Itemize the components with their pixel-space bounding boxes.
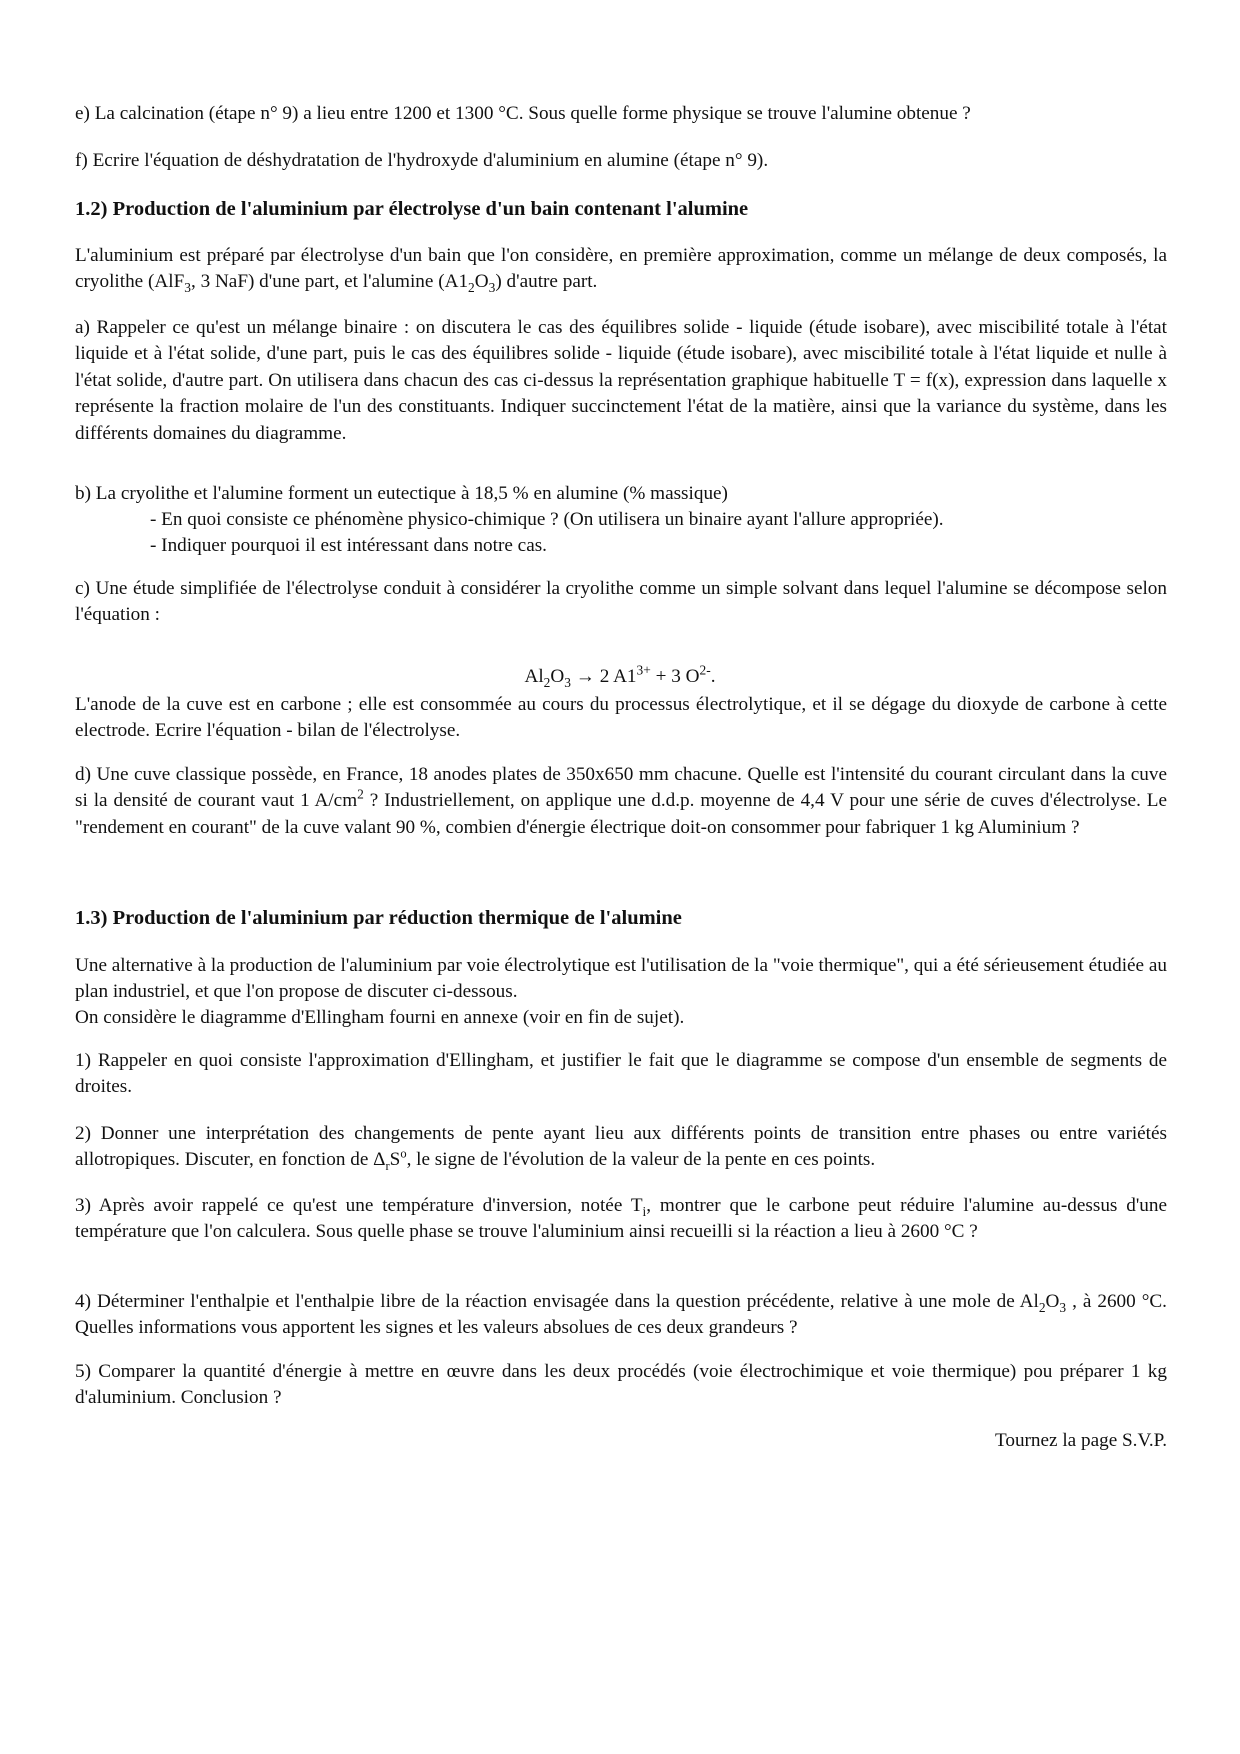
question-e: e) La calcination (étape n° 9) a lieu entre 1200 et 1300 °C. Sous quelle forme physique se trouve l'alumine obtenue ? bbox=[75, 103, 971, 124]
question-b-item-2: - Indiquer pourquoi il est intéressant dans notre cas. bbox=[150, 535, 547, 556]
question-2: 2) Donner une interprétation des changements de pente ayant lieu aux différents points de transition entre phases ou entre variétés allotropiques. Discuter, en fonction de $\Delta_rS^o$, le signe de l'évolution de la valeur de la pente en ces points. bbox=[75, 1123, 1167, 1174]
question-d: d) Une cuve classique possède, en France, 18 anodes plates de 350x650 mm chacune. Quelle est l'intensité du courant circulant dans la cuve si la densité de courant vaut 1 $A/cm^2$ ? Industriellement, on applique une d.d.p. moyenne de 4,4 V pour une série de cuves d'électrolyse. Le "rendement en courant" de la cuve valant 90 %, combien d'énergie électrique doit-on consommer pour fabriquer 1 kg Aluminium ? bbox=[75, 764, 1167, 838]
section-1-3-intro-annex: On considère le diagramme d'Ellingham fourni en annexe (voir en fin de sujet). bbox=[75, 1007, 685, 1028]
question-5: 5) Comparer la quantité d'énergie à mettre en œuvre dans les deux procédés (voie électrochimique et voie thermique) pou préparer 1 kg d'aluminium. Conclusion ? bbox=[75, 1361, 1167, 1409]
section-1-2-intro: L'aluminium est préparé par électrolyse d'un bain que l'on considère, en première approximation, comme un mélange de deux composés, la cryolithe (AlF$_3$, 3 NaF) d'une part, et l'alumine $(A1_2O_3)$ d'autre part. bbox=[75, 245, 1167, 296]
section-1-3-intro: Une alternative à la production de l'aluminium par voie électrolytique est l'utilisation de la "voie thermique", qui a été sérieusement étudiée au plan industriel, et que l'on propose de discuter ci-dessous. bbox=[75, 955, 1167, 1003]
question-f: f) Ecrire l'équation de déshydratation de l'hydroxyde d'aluminium en alumine (étape n° 9). bbox=[75, 150, 769, 171]
section-1-2-heading: 1.2) Production de l'aluminium par électrolyse d'un bain contenant l'alumine bbox=[75, 198, 749, 220]
dissociation-equation: $Al_2O_3 \to 2$ $A1^{3+} + 3$ $O^{2-}$. bbox=[524, 662, 716, 691]
question-a: a) Rappeler ce qu'est un mélange binaire : on discutera le cas des équilibres solide - liquide (étude isobare), avec miscibilité totale à l'état liquide et à l'état solide, d'une part, puis le cas des équilibres solide - liquide (étude isobare), avec miscibilité totale à l'état liquide et nulle à l'état solide, d'autre part. On utilisera dans chacun des cas ci-dessus la représentation graphique habituelle T = f(x), expression dans laquelle x représente la fraction molaire de l'un des constituants. Indiquer succinctement l'état de la matière, ainsi que la variance du système, dans les différents domaines du diagramme. bbox=[75, 317, 1167, 444]
question-b-item-1: - En quoi consiste ce phénomène physico-chimique ? (On utilisera un binaire ayant l'allure appropriée). bbox=[150, 509, 944, 530]
page-turn-note: Tournez la page S.V.P. bbox=[994, 1430, 1167, 1452]
question-c-anode: L'anode de la cuve est en carbone ; elle est consommée au cours du processus électrolytique, et il se dégage du dioxyde de carbone à cette electrode. Ecrire l'équation - bilan de l'électrolyse. bbox=[75, 694, 1167, 742]
section-1-3-heading: 1.3) Production de l'aluminium par réduction thermique de l'alumine bbox=[75, 907, 682, 929]
question-3: 3) Après avoir rappelé ce qu'est une température d'inversion, notée $T_i$, montrer que le carbone peut réduire l'alumine au-dessus d'une température que l'on calculera. Sous quelle phase se trouve l'aluminium ainsi recueilli si la réaction a lieu à 2600 °C ? bbox=[75, 1195, 1167, 1243]
question-b: b) La cryolithe et l'alumine forment un eutectique à 18,5 % en alumine (% massique) bbox=[75, 483, 728, 504]
question-c: c) Une étude simplifiée de l'électrolyse conduit à considérer la cryolithe comme un simple solvant dans lequel l'alumine se décompose selon l'équation : bbox=[75, 578, 1167, 626]
question-4: 4) Déterminer l'enthalpie et l'enthalpie libre de la réaction envisagée dans la question précédente, relative à une mole de $Al_2O_3$ , à 2600 °C. Quelles informations vous apportent les signes et les valeurs absolues de ces deux grandeurs ? bbox=[75, 1291, 1167, 1339]
question-1: 1) Rappeler en quoi consiste l'approximation d'Ellingham, et justifier le fait que le diagramme se compose d'un ensemble de segments de droites. bbox=[75, 1050, 1167, 1098]
